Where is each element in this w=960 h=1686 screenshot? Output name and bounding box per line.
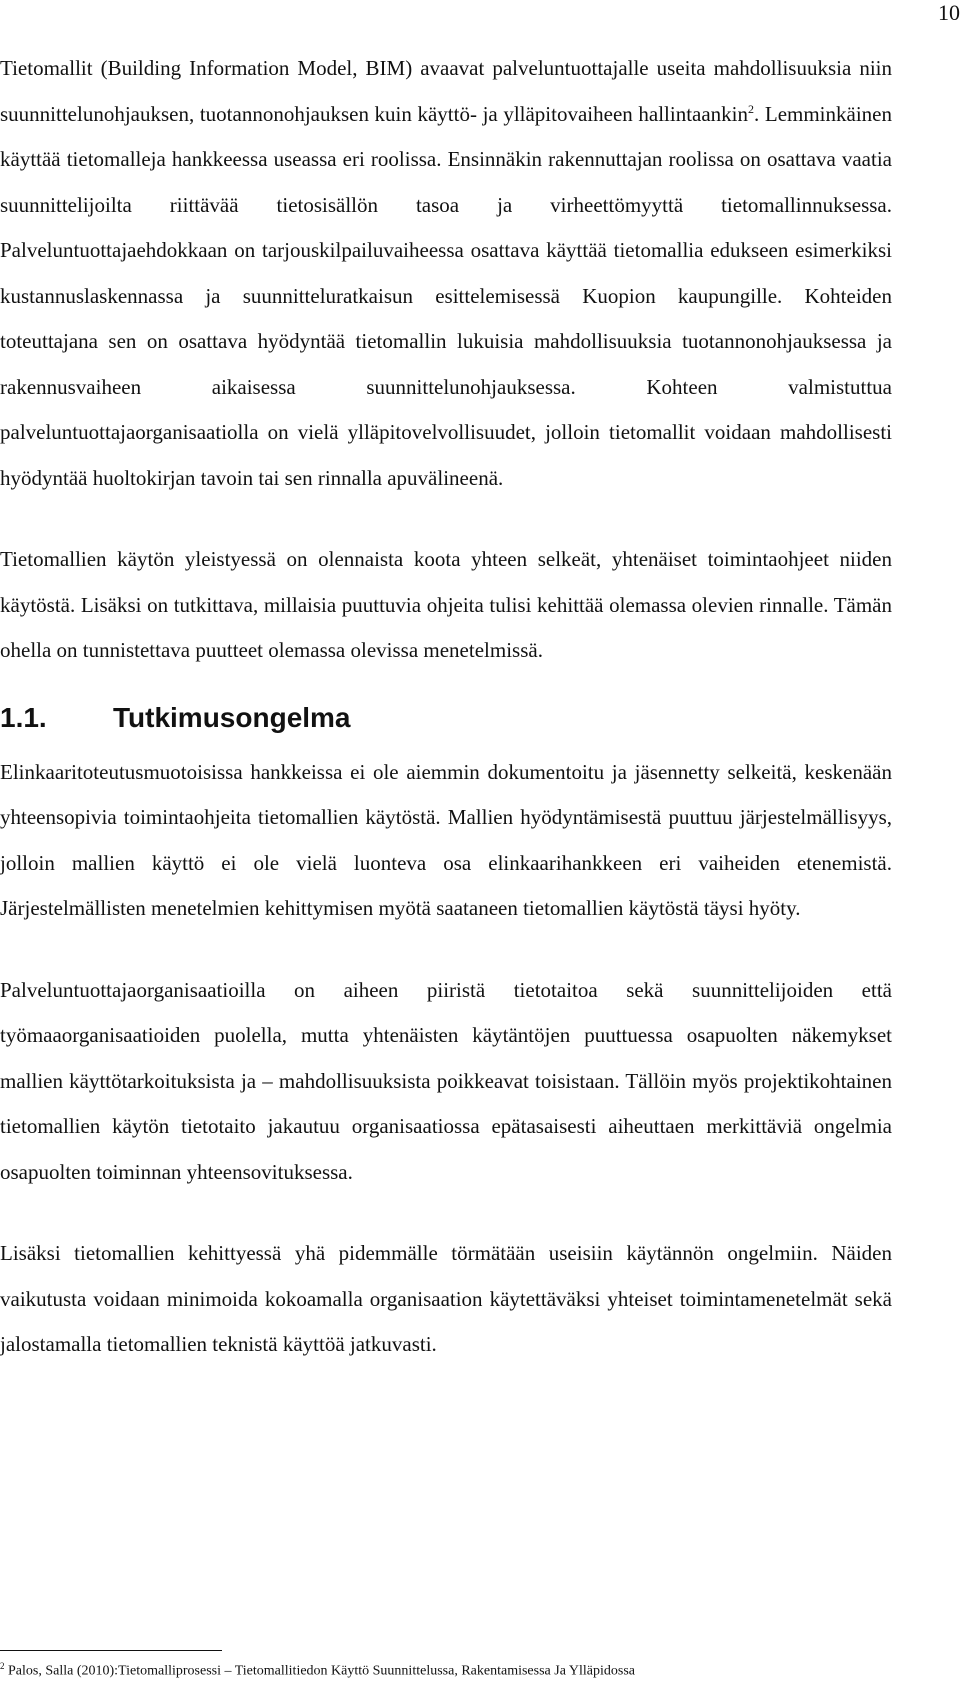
footnote-reference: 2 [748,101,755,116]
page-number: 10 [938,0,960,25]
footnote-marker: 2 [0,1661,5,1671]
paragraph-text: . Lemminkäinen käyttää tietomalleja hankkeessa useassa eri roolissa. Ensinnäkin rakennuttajan roolissa on osattava vaatia suunnittelijoilta riittävää tietosisällön tasoa ja virheettömyyttä tietomallinnuksessa. Palveluntuottajaehdokkaan on tarjouskilpailuvaiheessa osattava käyttää tietomallia edukseen esimerkiksi kustannuslaskennassa ja suunnitteluratkaisun esittelemisessä Kuopion kaupungille. Kohteiden toteuttajana sen on osattava hyödyntää tietomallin lukuisia mahdollisuuksia tuotannonohjauksessa ja rakennusvaiheen aikaisessa suunnittelunohjauksessa. Kohteen valmistuttua palveluntuottajaorganisaatiolla on vielä ylläpitovelvollisuudet, jolloin tietomallit voidaan mahdollisesti hyödyntää huoltokirjan tavoin tai sen rinnalla apuvälineenä. [0,101,892,490]
paragraph-text: Tietomallit (Building Information Model, BIM) avaavat palveluntuottajalle useita mahdollisuuksia niin suunnittelunohjauksen, tuotannonohjauksen kuin käyttö- ja ylläpitovaiheen hallintaankin [0,56,892,126]
section-number: 1.1. [0,701,47,733]
paragraph-guidelines: Tietomallien käytön yleistyessä on olennaista koota yhteen selkeät, yhtenäiset toimintaohjeet niiden käytöstä. Lisäksi on tutkittava, millaisia puuttuvia ohjeita tulisi kehittää olemassa olevien rinnalle. Tämän ohella on tunnistettava puutteet olemassa olevissa menetelmissä. [0,547,892,662]
paragraph-organisations: Palveluntuottajaorganisaatioilla on aiheen piiristä tietotaitoa sekä suunnittelijoiden että työmaaorganisaatioiden puolella, mutta yhtenäisten käytäntöjen puuttuessa osapuolten näkemykset mallien käyttötarkoituksista ja – mahdollisuuksista poikkeavat toisistaan. Tällöin myös projektikohtainen tietomallien käytön tietotaito jakautuu organisaatiossa epätasaisesti aiheuttaen merkittäviä ongelmia osapuolten toiminnan yhteensovituksessa. [0,977,892,1184]
paragraph-gap [0,1195,892,1231]
paragraph-bim-roles [0,46,892,501]
document-body [0,46,892,1368]
paragraph-practical-problems: Lisäksi tietomallien kehittyessä yhä pidemmälle törmätään useisiin käytännön ongelmiin. Näiden vaikutusta voidaan minimoida kokoamalla organisaation käytettäväksi yhteiset toimintamenetelmät sekä jalostamalla tietomallien teknistä käyttöä jatkuvasti. [0,1241,892,1356]
footnote-separator [0,1650,222,1651]
paragraph-problem: Elinkaaritoteutusmuotoisissa hankkeissa ei ole aiemmin dokumentoitu ja jäsennetty selkeitä, keskenään yhteensopivia toimintaohjeita tietomallien käytöstä. Mallien hyödyntämisestä puuttuu järjestelmällisyys, jolloin mallien käyttö ei ole vielä luonteva osa elinkaarihankkeen eri vaiheiden etenemistä. Järjestelmällisten menetelmien kehittymisen myötä saataneen tietomallien käytöstä täysi hyöty. [0,759,892,920]
paragraph-gap [0,501,892,537]
footnote [0,1658,635,1680]
section-heading [0,694,892,742]
section-title: Tutkimusongelma [113,701,351,733]
paragraph-gap [0,932,892,968]
footnote-text: Palos, Salla (2010):Tietomalliprosessi – Tietomallitiedon Käyttö Suunnittelussa, Rakentamisessa Ja Ylläpidossa [4,1663,635,1679]
